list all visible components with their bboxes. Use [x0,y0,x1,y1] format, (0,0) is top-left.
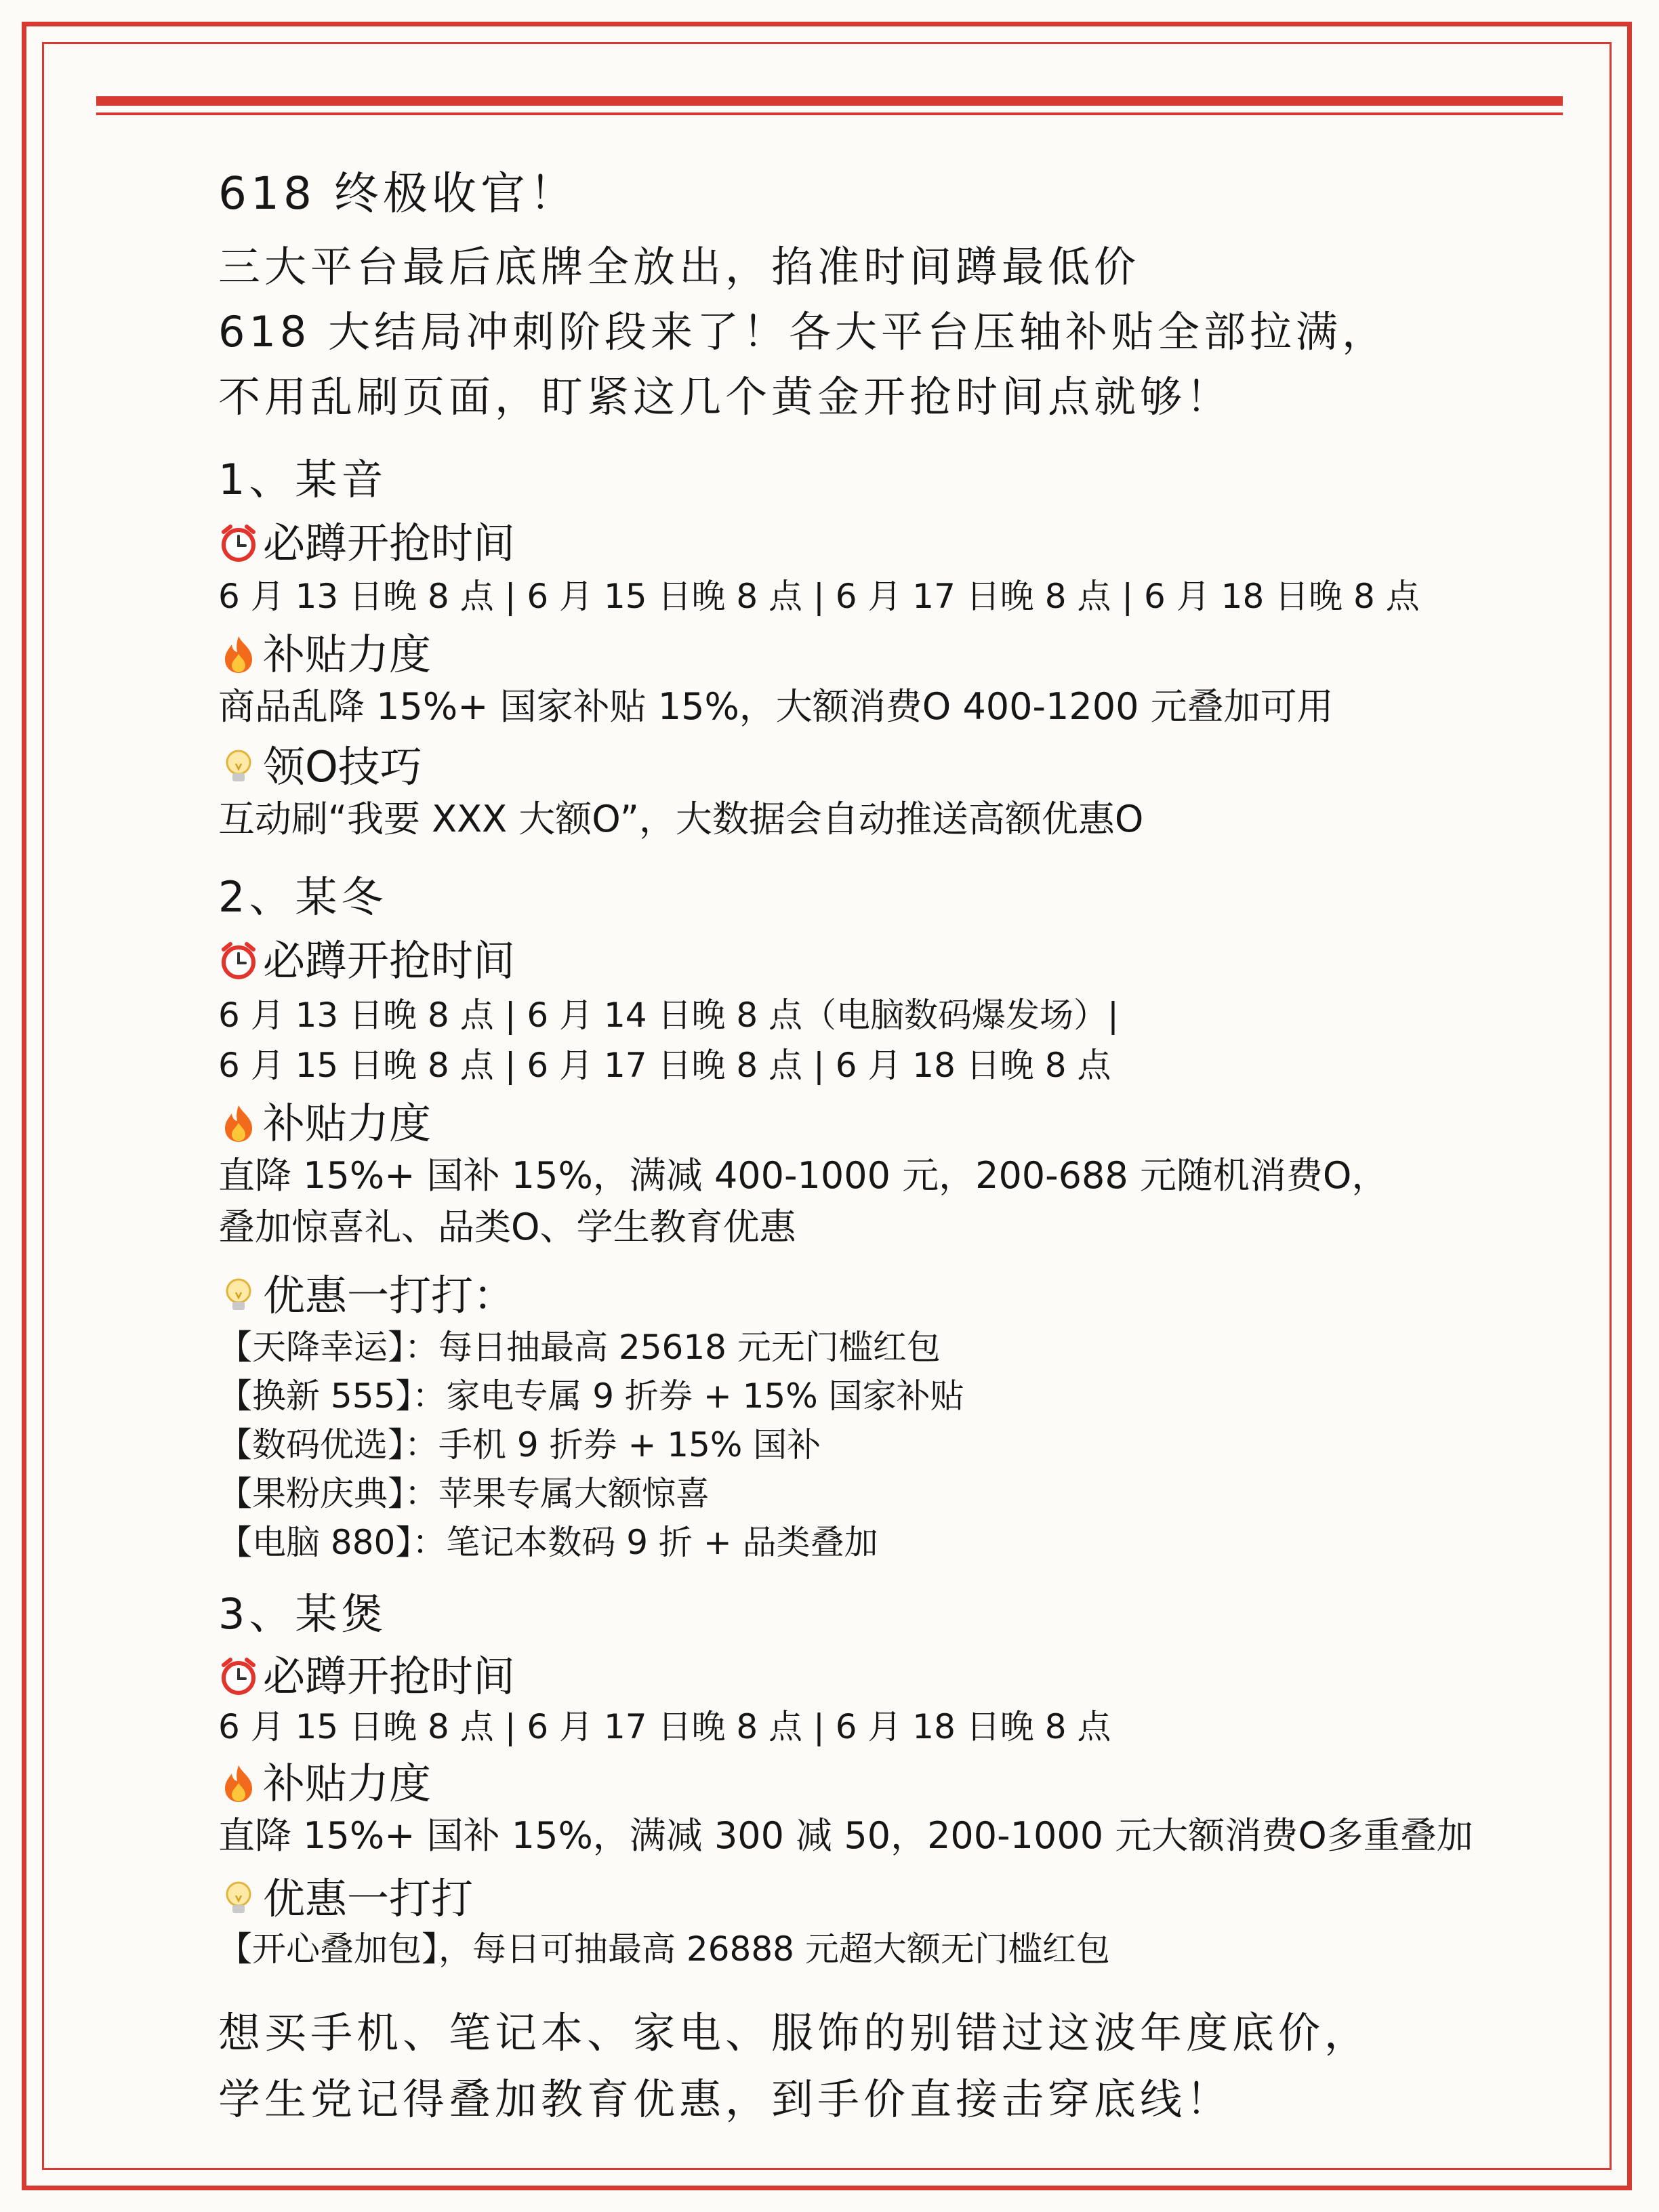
page-title: 618 终极收官！ [218,167,578,220]
intro-line: 三大平台最后底牌全放出，掐准时间蹲最低价 [218,242,1141,291]
section-heading: 1、某音 [218,455,388,504]
subsidy-label: 补贴力度 [263,1759,432,1808]
subsidy-line: 直降 15%+ 国补 15%，满减 400-1000 元，200-688 元随机消费O， [218,1154,1389,1197]
time-label: 必蹲开抢时间 [263,518,516,568]
time-label-row [218,1643,515,1703]
light-bulb-icon [218,1878,259,1919]
subsidy-label-row [218,1090,431,1150]
section-heading: 3、某煲 [218,1589,388,1639]
tip-line: 互动刷“我要 XXX 大额O”，大数据会自动推送高额优惠O [218,798,1144,840]
fire-icon [218,1763,259,1803]
light-bulb-icon [218,746,259,787]
subsidy-line: 商品乱降 15%+ 国家补贴 15%，大额消费O 400-1200 元叠加可用 [218,685,1334,728]
light-bulb-icon [218,1275,259,1315]
tip-label-row [218,733,422,794]
section-heading: 2、某冬 [218,872,388,922]
time-label: 必蹲开抢时间 [263,936,516,985]
intro-line: 不用乱刷页面，盯紧这几个黄金开抢时间点就够！ [218,372,1233,422]
time-label-row [218,510,515,570]
subsidy-line: 叠加惊喜礼、品类O、学生教育优惠 [218,1206,796,1248]
time-line: 6 月 13 日晚 8 点 | 6 月 14 日晚 8 点（电脑数码爆发场）| [218,996,1119,1035]
tip-line: 【果粉庆典】：苹果专属大额惊喜 [218,1474,710,1513]
tip-label-row [218,1262,515,1322]
time-line: 6 月 15 日晚 8 点 | 6 月 17 日晚 8 点 | 6 月 18 日晚 8 点 [218,1046,1111,1085]
subsidy-label: 补贴力度 [263,1099,432,1148]
subsidy-line: 直降 15%+ 国补 15%，满减 300 减 50，200-1000 元大额消费O多重叠加 [218,1814,1473,1857]
top-rule-thick [96,96,1563,106]
fire-icon [218,634,259,674]
tip-label: 优惠一打打： [263,1271,516,1320]
tip-line: 【数码优选】：手机 9 折券 + 15% 国补 [218,1425,821,1465]
subsidy-label-row [218,1750,431,1810]
alarm-clock-icon [218,523,259,563]
subsidy-label-row [218,621,431,681]
tip-line: 【开心叠加包】，每日可抽最高 26888 元超大额无门槛红包 [218,1929,1110,1969]
tip-line: 【电脑 880】：笔记本数码 9 折 + 品类叠加 [218,1523,878,1562]
time-line: 6 月 13 日晚 8 点 | 6 月 15 日晚 8 点 | 6 月 17 日晚 8 点 | 6 月 18 日晚 8 点 [218,577,1420,616]
time-label: 必蹲开抢时间 [263,1652,516,1701]
outro-line: 想买手机、笔记本、家电、服饰的别错过这波年度底价， [218,2008,1371,2057]
top-rule-thin [96,112,1563,115]
fire-icon [218,1103,259,1143]
alarm-clock-icon [218,1656,259,1696]
outro-line: 学生党记得叠加教育优惠，到手价直接击穿底线！ [218,2074,1233,2124]
time-line: 6 月 15 日晚 8 点 | 6 月 17 日晚 8 点 | 6 月 18 日晚 8 点 [218,1707,1111,1746]
tip-label: 优惠一打打 [263,1874,474,1923]
tip-label: 领O技巧 [263,742,422,792]
subsidy-label: 补贴力度 [263,630,432,679]
time-label-row [218,927,515,987]
intro-line: 618 大结局冲刺阶段来了！各大平台压轴补贴全部拉满， [218,307,1389,356]
tip-label-row [218,1865,473,1925]
tip-line: 【换新 555】：家电专属 9 折券 + 15% 国家补贴 [218,1376,964,1416]
alarm-clock-icon [218,940,259,981]
tip-line: 【天降幸运】：每日抽最高 25618 元无门槛红包 [218,1328,941,1367]
